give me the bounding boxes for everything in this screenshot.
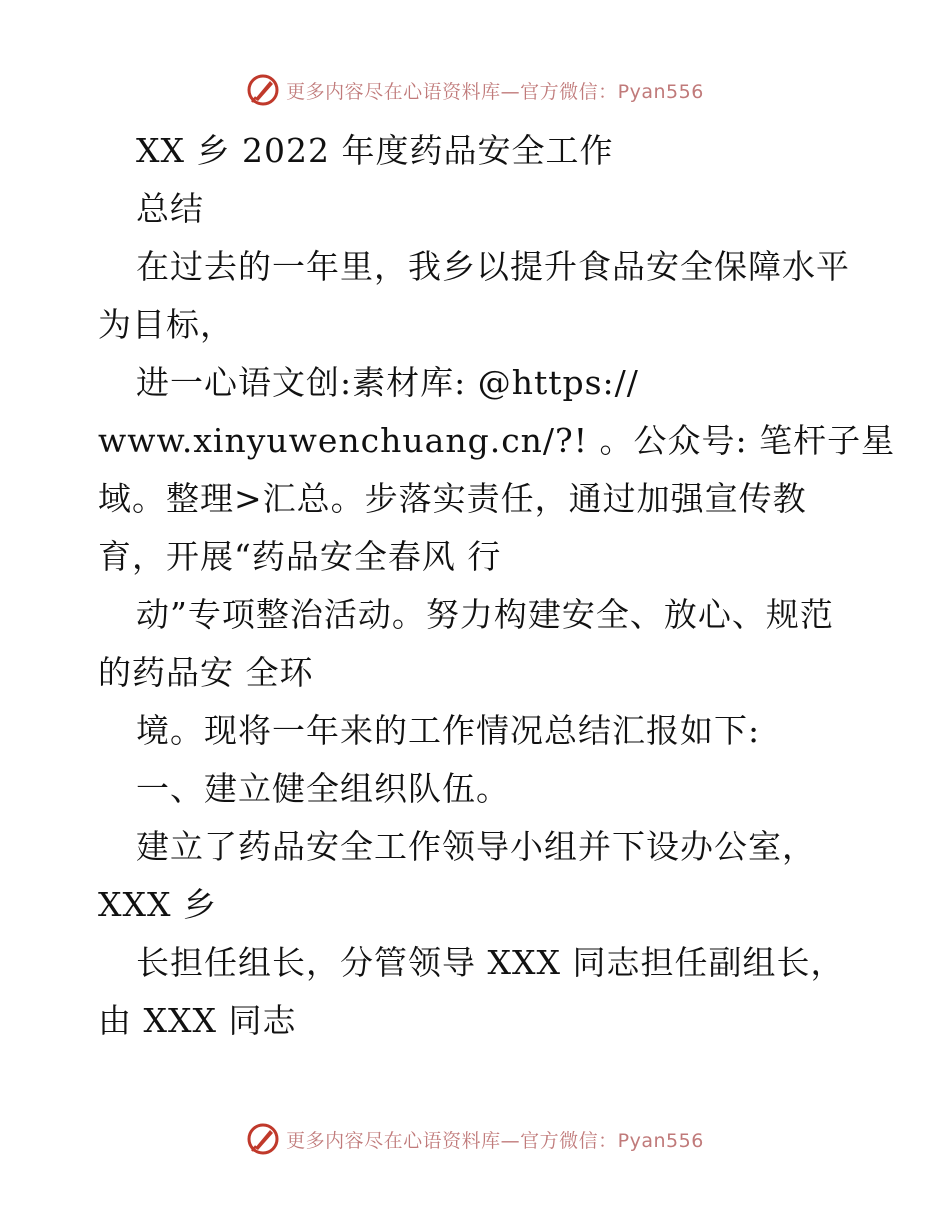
- doc-line-1: XX 乡 2022 年度药品安全工作: [136, 131, 614, 170]
- footer-watermark-banner: [0, 1119, 950, 1159]
- doc-line-16: 由 XXX 同志: [98, 1001, 297, 1040]
- doc-line-4: 为目标，: [98, 305, 234, 344]
- doc-line-9: 动”专项整治活动。努力构建安全、放心、规范: [136, 595, 834, 634]
- doc-line-15: 长担任组长，分管领导 XXX 同志担任副组长，: [136, 943, 845, 982]
- doc-line-6: www.xinyuwenchuang.cn/?! 。公众号: 笔杆子星: [98, 421, 896, 460]
- doc-line-14: XXX 乡: [98, 885, 217, 924]
- doc-line-8: 育，开展“药品安全春风 行: [98, 537, 502, 576]
- doc-line-13: 建立了药品安全工作领导小组并下设办公室，: [136, 827, 816, 866]
- quill-pen-circle-icon: [246, 73, 280, 107]
- doc-line-3: 在过去的一年里，我乡以提升食品安全保障水平: [136, 247, 850, 286]
- doc-line-5: 进一心语文创:素材库: @https://: [136, 363, 639, 402]
- doc-line-7: 域。整理>汇总。步落实责任，通过加强宣传教: [98, 479, 807, 518]
- header-watermark-banner: [0, 70, 950, 110]
- doc-line-12: 一、建立健全组织队伍。: [136, 769, 510, 808]
- header-watermark-text: 更多内容尽在心语资料库—官方微信：Pyan556: [286, 80, 704, 103]
- document-body: [98, 122, 896, 1050]
- doc-line-10: 的药品安 全环: [98, 653, 314, 692]
- doc-line-11: 境。现将一年来的工作情况总结汇报如下:: [136, 711, 761, 750]
- quill-pen-circle-icon: [246, 1122, 280, 1156]
- doc-line-2: 总结: [136, 189, 204, 228]
- footer-watermark-text: 更多内容尽在心语资料库—官方微信：Pyan556: [286, 1129, 704, 1152]
